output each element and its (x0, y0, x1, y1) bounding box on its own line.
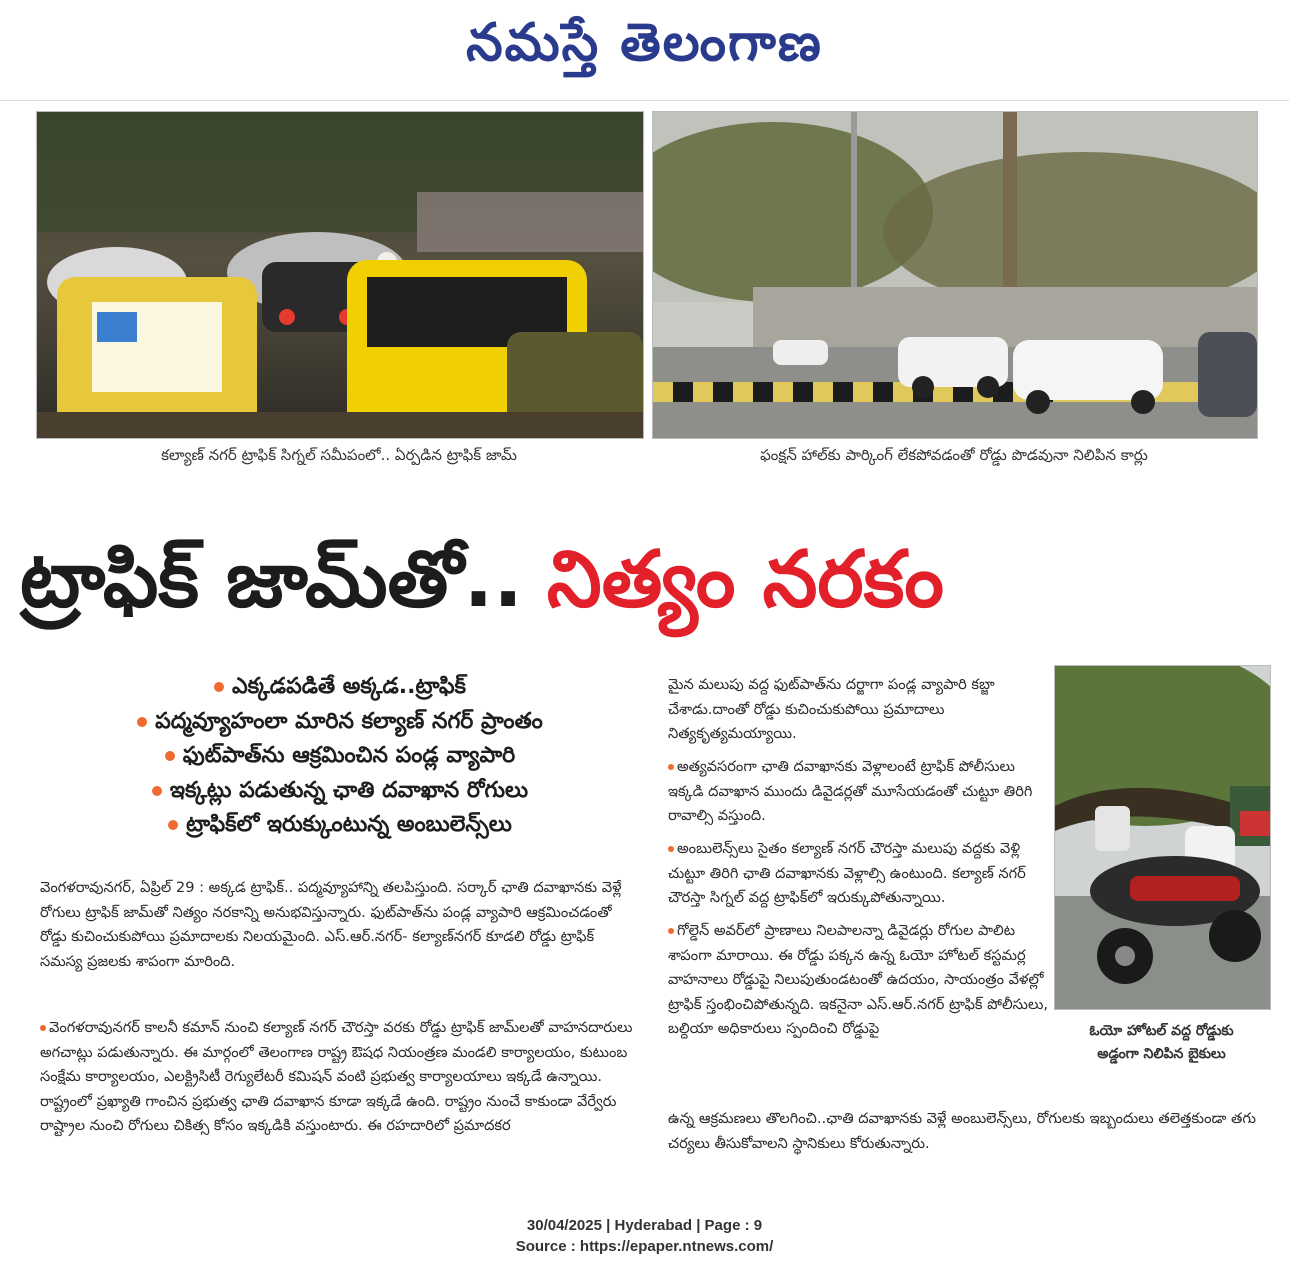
bullet-dot-icon (137, 717, 147, 727)
bullet-dot-icon (214, 682, 224, 692)
traffic-jam-image (37, 112, 643, 438)
paragraph-dot-icon (668, 928, 674, 934)
right-body-para4: గోల్డెన్ అవర్‌లో ప్రాణాలు నిలపాలన్నా డివైడర్లు రోగుల పాలిట శాపంగా మారాయి. ఈ రోడ్డు పక్కన ఉన్న ఓయో హోటల్ కస్టమర్ల వాహనాలు రోడ్డుపై నిలుపుతుండటంతో ఉదయం, సాయంత్రం వేళల్లో ట్రాఫిక్ స్తంభించిపోతున్నది. ఇకనైనా ఎస్.ఆర్.నగర్ ట్రాఫిక్ పోలీసులు, బల్దియా అధికారులు స్పందించి రోడ్డుపై (668, 922, 1048, 1038)
bullet-item: ఫుట్‌పాత్‌ను ఆక్రమించిన పండ్ల వ్యాపారి (40, 739, 640, 774)
paragraph-dot-icon (668, 764, 674, 770)
parked-cars-photo-caption: ఫంక్షన్ హాల్‌కు పార్కింగ్ లేకపోవడంతో రోడ్డు పొడవునా నిలిపిన కార్లు (760, 446, 1148, 464)
traffic-jam-photo (36, 111, 644, 439)
bullet-dot-icon (168, 820, 178, 830)
right-body-para3: అంబులెన్స్‌లు సైతం కల్యాణ్ నగర్ చౌరస్తా మలుపు వద్దకు వెళ్లి చుట్టూ తిరిగి ఛాతి దవాఖానకు వెళ్లాల్సి ఉంటుంది. కల్యాణ్ నగర్ చౌరస్తా సిగ్నల్ వద్ద ట్రాఫిక్‌లో ఇరుక్కుపోతున్నాయి. (668, 840, 1026, 907)
headline-part1: ట్రాఫిక్ జామ్‌తో.. (20, 535, 523, 625)
paragraph-dot-icon (40, 1025, 46, 1031)
left-body-para1: వెంగళరావునగర్, ఏప్రిల్ 29 : అక్కడ ట్రాఫిక్.. పద్మవ్యూహాన్ని తలపిస్తుంది. సర్కార్ ఛాతి దవాఖానకు వెళ్లే రోగులు ట్రాఫిక్ జామ్‌తో నిత్యం నరకాన్ని అనుభవిస్తున్నారు. ఫుట్‌పాత్‌ను పండ్ల వ్యాపారి ఆక్రమించడంతో రోడ్డు కుచించుకుపోయి ప్రమాదాలకు నిలయమైంది. ఎస్.ఆర్.నగర్- కల్యాణ్‌నగర్ కూడలి రోడ్డు ట్రాఫిక్ సమస్య ప్రజలకు శాపంగా మారింది. (40, 879, 622, 970)
newspaper-logo: నమస్తే తెలంగాణ (466, 12, 823, 73)
parked-cars-photo (652, 111, 1258, 439)
parked-cars-image (653, 112, 1257, 438)
bullet-item: ఎక్కడపడితే అక్కడ..ట్రాఫిక్ (40, 670, 640, 705)
bikes-photo-caption: ఓయో హోటల్ వద్ద రోడ్డుకు అడ్డంగా నిలిపిన బైకులు (1089, 1023, 1234, 1062)
headline (20, 518, 1275, 643)
bullet-item: ట్రాఫిక్‌లో ఇరుక్కుంటున్న అంబులెన్స్‌లు (40, 808, 640, 843)
highlight-bullets (40, 670, 640, 843)
source-link[interactable]: Source : https://epaper.ntnews.com/ (515, 1238, 774, 1255)
headline-part2: నిత్యం నరకం (546, 535, 944, 625)
right-body-para1: మైన మలుపు వద్ద ఫుట్‌పాత్‌ను దర్జాగా పండ్ల వ్యాపారి కబ్జా చేశాడు.దాంతో రోడ్డు కుచించుకుపోయి ప్రమాదాలు నిత్యకృత్యమయ్యాయి. (668, 676, 995, 743)
bullet-item: పద్మవ్యూహంలా మారిన కల్యాణ్ నగర్ ప్రాంతం (40, 705, 640, 740)
page-footer (0, 1215, 1289, 1257)
masthead-divider (0, 100, 1289, 101)
right-body-para5: ఉన్న ఆక్రమణలు తొలగించి..ఛాతి దవాఖానకు వెళ్లే అంబులెన్స్‌లు, రోగులకు ఇబ్బందులు తలెత్తకుండా తగు చర్యలు తీసుకోవాలని స్థానికులు కోరుతున్నారు. (668, 1110, 1256, 1152)
bullet-dot-icon (152, 786, 162, 796)
bullet-item: ఇక్కట్లు పడుతున్న ఛాతి దవాఖాన రోగులు (40, 774, 640, 809)
edition-info: 30/04/2025 | Hyderabad | Page : 9 (526, 1217, 763, 1234)
bullet-dot-icon (165, 751, 175, 761)
bikes-photo (1054, 665, 1271, 1010)
bikes-image (1055, 666, 1270, 1009)
paragraph-dot-icon (668, 846, 674, 852)
traffic-jam-photo-caption: కల్యాణ్ నగర్ ట్రాఫిక్ సిగ్నల్ సమీపంలో.. ఏర్పడిన ట్రాఫిక్ జామ్ (161, 446, 517, 464)
left-body-para2: వెంగళరావునగర్ కాలనీ కమాన్ నుంచి కల్యాణ్ నగర్ చౌరస్తా వరకు రోడ్డు ట్రాఫిక్ జామ్‌లతో వాహనదారులు అగచాట్లు పడుతున్నారు. ఈ మార్గంలో తెలంగాణ రాష్ట్ర ఔషధ నియంత్రణ మండలి కార్యాలయం, కుటుంబ సంక్షేమ కార్యాలయం, ఎలక్ట్రిసిటీ రెగ్యులేటరీ కమిషన్ వంటి ప్రభుత్వ కార్యాలయాలు ఇక్కడే ఉన్నాయి. రాష్ట్రంలో ప్రఖ్యాతి గాంచిన ప్రభుత్వ ఛాతి దవాఖాన కూడా ఇక్కడే ఉంది. రాష్ట్రం నుంచే కాకుండా వేర్వేరు రాష్ట్రాల నుంచి రోగులు చికిత్స కోసం ఇక్కడికి వస్తుంటారు. ఈ రహదారిలో ప్రమాదకర (40, 1019, 633, 1135)
right-body-para2: అత్యవసరంగా ఛాతి దవాఖానకు వెళ్లాలంటే ట్రాఫిక్ పోలీసులు ఇక్కడి దవాఖాన ముందు డివైడర్లతో మూసేయడంతో చుట్టూ తిరిగి రావాల్సి వస్తుంది. (668, 758, 1033, 825)
masthead (0, 0, 1289, 100)
